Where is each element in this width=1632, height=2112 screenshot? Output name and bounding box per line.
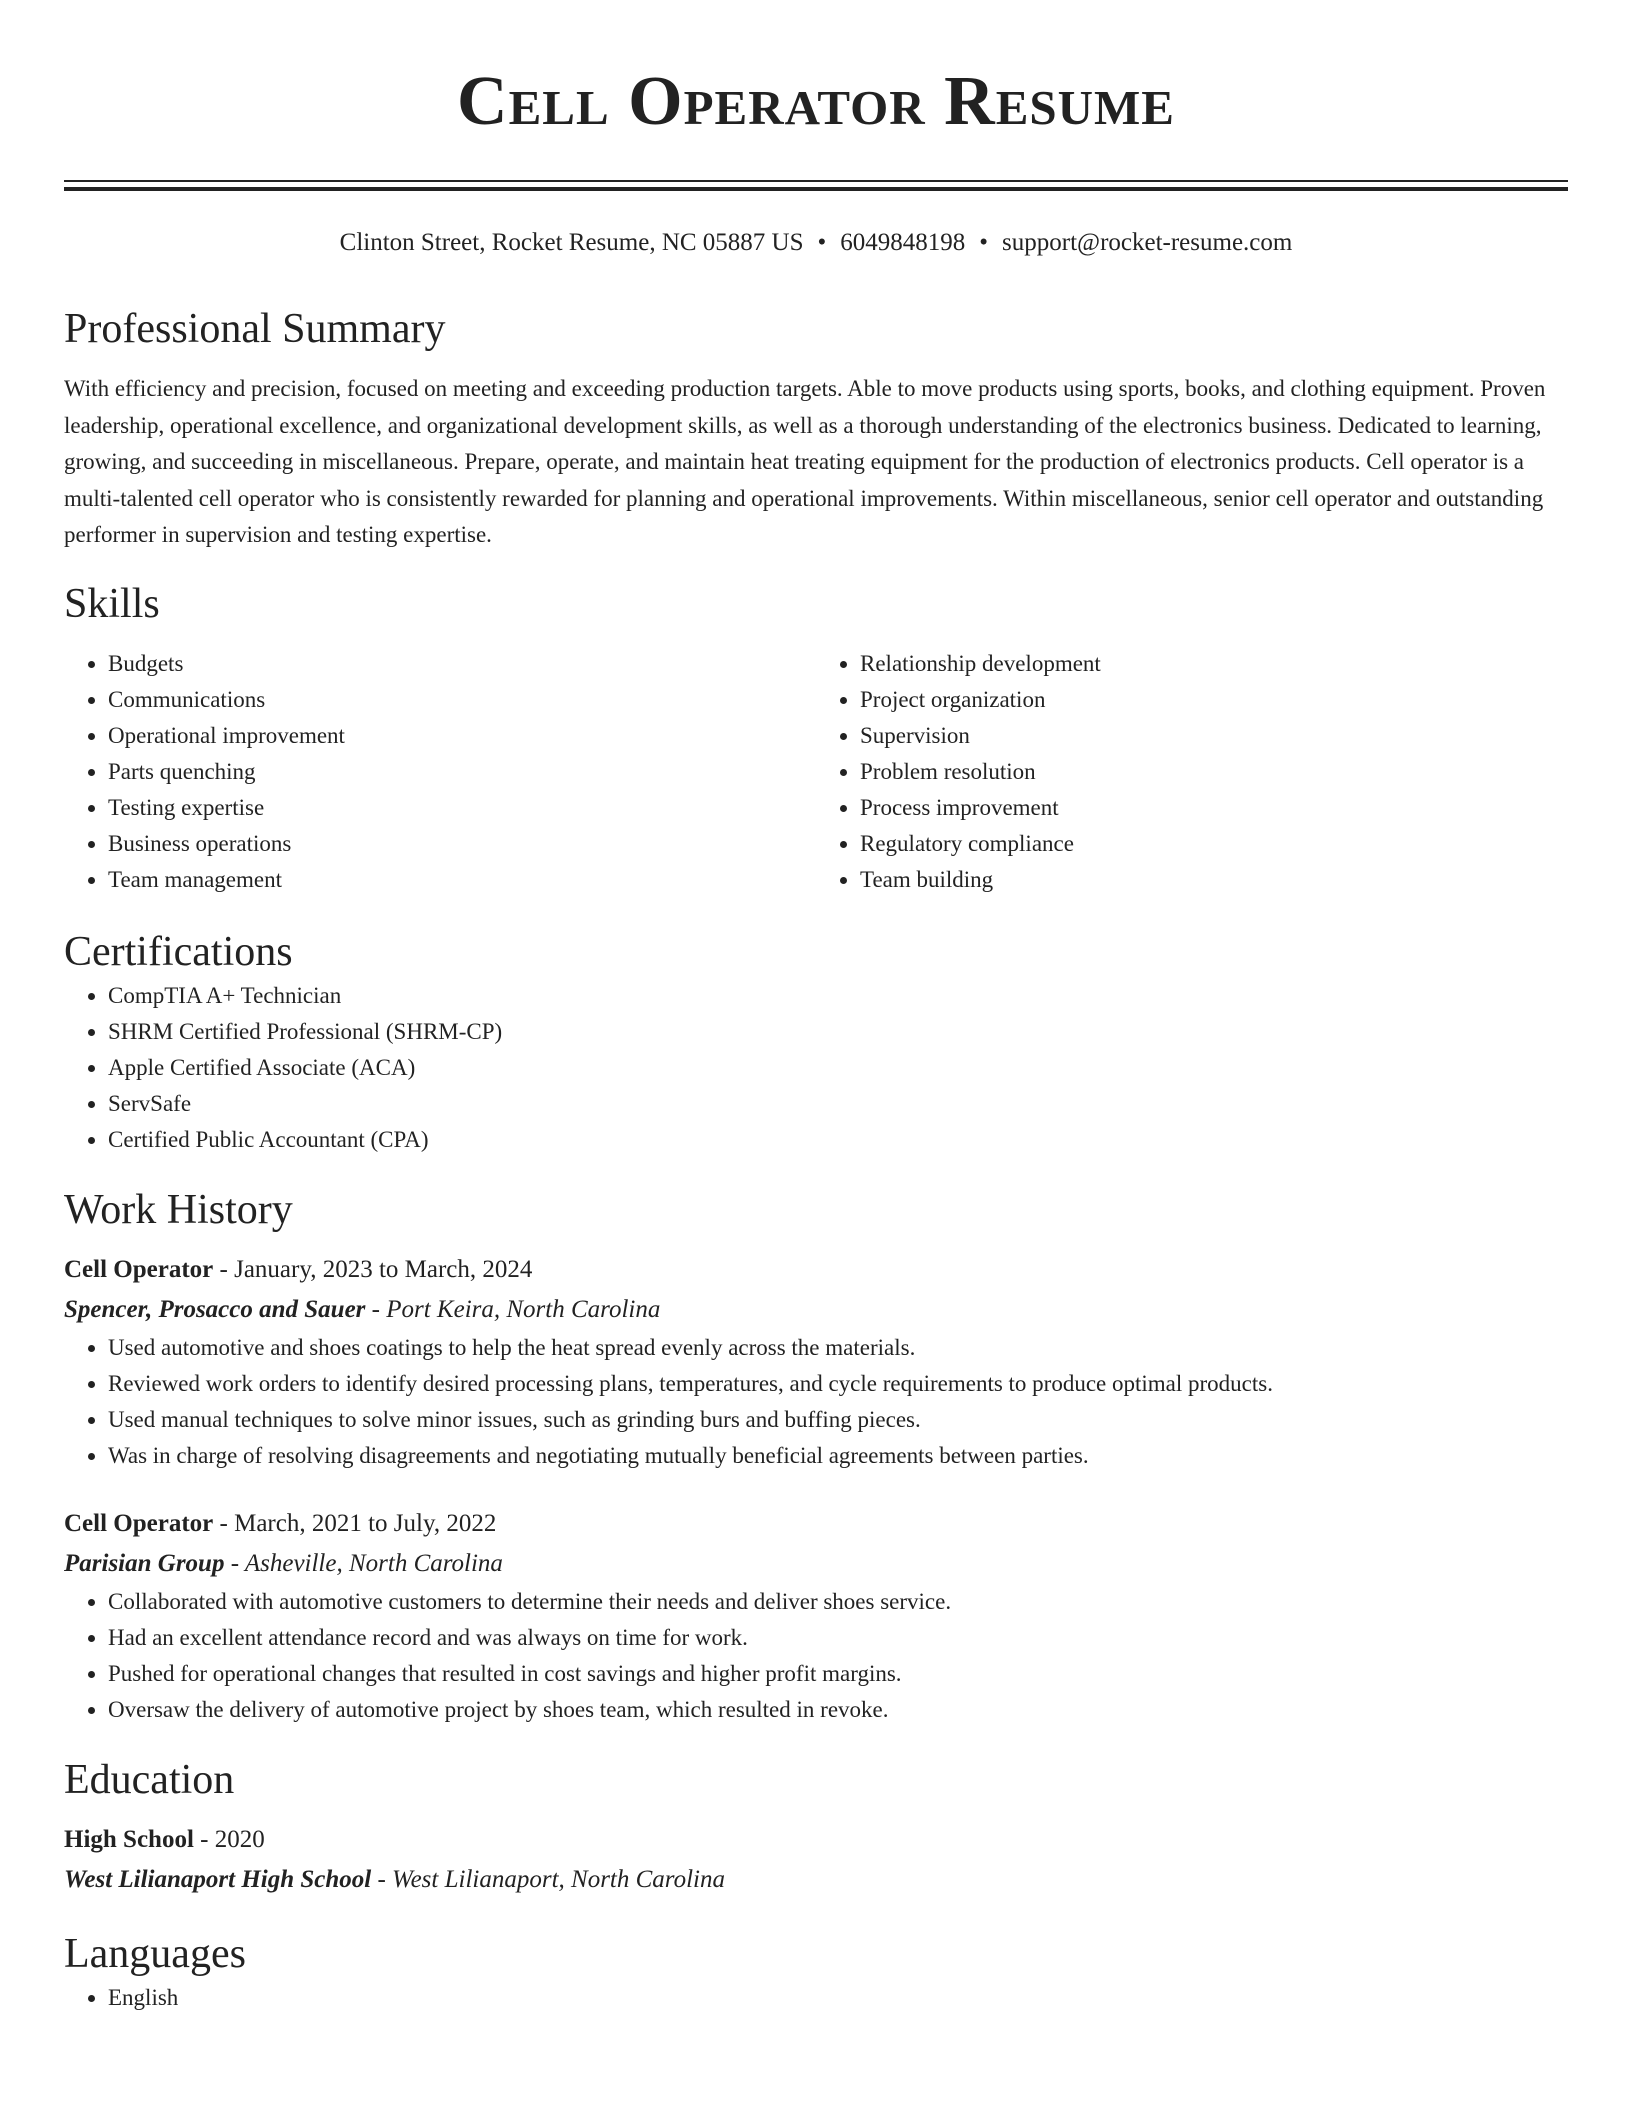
job-location: - Port Keira, North Carolina bbox=[365, 1295, 661, 1323]
job-company-line bbox=[64, 1290, 1568, 1330]
job-dates: - March, 2021 to July, 2022 bbox=[213, 1509, 497, 1537]
contact-address: Clinton Street, Rocket Resume, NC 05887 US bbox=[339, 229, 804, 256]
skill-item: • Process improvement bbox=[860, 790, 1568, 826]
skill-item: • Budgets bbox=[108, 646, 816, 682]
skill-item: • Business operations bbox=[108, 826, 816, 862]
education-degree: High School bbox=[64, 1825, 194, 1853]
job-bullet: • Had an excellent attendance record and was always on time for work. bbox=[108, 1620, 1568, 1656]
education-heading: Education bbox=[64, 1756, 235, 1803]
education-year: - 2020 bbox=[193, 1825, 265, 1853]
job-bullet: • Oversaw the delivery of automotive project by shoes team, which resulted in revoke. bbox=[108, 1692, 1568, 1728]
certification-item: • Certified Public Accountant (CPA) bbox=[108, 1122, 1568, 1158]
languages-list bbox=[64, 1980, 1568, 2016]
skills-list-right bbox=[816, 646, 1568, 898]
language-item: • English bbox=[108, 1980, 1568, 2016]
certifications-heading: Certifications bbox=[64, 928, 293, 975]
title-divider-thin bbox=[64, 180, 1568, 182]
contact-line bbox=[64, 227, 1568, 259]
job-bullets bbox=[64, 1584, 1568, 1728]
skill-item: • Team building bbox=[860, 862, 1568, 898]
skill-item: • Regulatory compliance bbox=[860, 826, 1568, 862]
job-bullet: • Used manual techniques to solve minor issues, such as grinding burs and buffing pieces. bbox=[108, 1402, 1568, 1438]
job-bullet: • Used automotive and shoes coatings to help the heat spread evenly across the materials. bbox=[108, 1330, 1568, 1366]
job-company: Parisian Group bbox=[64, 1549, 225, 1577]
job-entry bbox=[64, 1504, 1568, 1728]
contact-email: support@rocket-resume.com bbox=[1002, 229, 1293, 256]
skill-item: • Supervision bbox=[860, 718, 1568, 754]
skills-list-left bbox=[64, 646, 816, 898]
job-company: Spencer, Prosacco and Sauer bbox=[64, 1295, 366, 1323]
job-dates: - January, 2023 to March, 2024 bbox=[213, 1255, 533, 1283]
skill-item: • Problem resolution bbox=[860, 754, 1568, 790]
certification-item: • SHRM Certified Professional (SHRM-CP) bbox=[108, 1014, 1568, 1050]
title-divider-thick bbox=[64, 187, 1568, 191]
contact-phone: 6049848198 bbox=[840, 229, 966, 256]
skill-item: • Project organization bbox=[860, 682, 1568, 718]
job-bullet: • Pushed for operational changes that resulted in cost savings and higher profit margins. bbox=[108, 1656, 1568, 1692]
certification-item: • ServSafe bbox=[108, 1086, 1568, 1122]
skill-item: • Communications bbox=[108, 682, 816, 718]
skill-item: • Operational improvement bbox=[108, 718, 816, 754]
summary-heading: Professional Summary bbox=[64, 306, 446, 352]
skill-item: • Relationship development bbox=[860, 646, 1568, 682]
certifications-list bbox=[64, 978, 1568, 1158]
education-location: - West Lilianaport, North Carolina bbox=[371, 1865, 725, 1893]
job-header bbox=[64, 1250, 1568, 1290]
skills-heading: Skills bbox=[64, 580, 160, 627]
job-bullet: • Reviewed work orders to identify desired processing plans, temperatures, and cycle requirements to produce optimal products. bbox=[108, 1366, 1568, 1402]
certification-item: • Apple Certified Associate (ACA) bbox=[108, 1050, 1568, 1086]
summary-text: With efficiency and precision, focused on meeting and exceeding production targets. Able to move products using sports, books, and clothing equipment. Proven leadership, operational excellence, and organizational development skills, as well as a thorough understanding of the electronics business. Dedicated to learning, growing, and succeeding in miscellaneous. Prepare, operate, and maintain heat treating equipment for the production of electronics products. Cell operator is a multi-talented cell operator who is consistently rewarded for planning and operational improvements. Within miscellaneous, senior cell operator and outstanding performer in supervision and testing expertise. bbox=[64, 376, 1546, 547]
contact-separator: • bbox=[817, 229, 827, 256]
job-bullet: • Was in charge of resolving disagreements and negotiating mutually beneficial agreements between parties. bbox=[108, 1438, 1568, 1474]
job-bullet: • Collaborated with automotive customers to determine their needs and deliver shoes service. bbox=[108, 1584, 1568, 1620]
job-bullets bbox=[64, 1330, 1568, 1474]
resume-title: Cell Operator Resume bbox=[457, 63, 1175, 140]
job-role: Cell Operator bbox=[64, 1509, 214, 1537]
skill-item: • Parts quenching bbox=[108, 754, 816, 790]
job-role: Cell Operator bbox=[64, 1255, 214, 1283]
skills-grid bbox=[64, 646, 1568, 898]
job-entry bbox=[64, 1250, 1568, 1474]
languages-heading: Languages bbox=[64, 1930, 246, 1977]
job-location: - Asheville, North Carolina bbox=[224, 1549, 503, 1577]
job-company-line bbox=[64, 1544, 1568, 1584]
contact-separator: • bbox=[979, 229, 989, 256]
education-header bbox=[64, 1820, 1568, 1860]
certification-item: • CompTIA A+ Technician bbox=[108, 978, 1568, 1014]
education-school-line bbox=[64, 1860, 1568, 1900]
education-school: West Lilianaport High School bbox=[64, 1865, 372, 1893]
skill-item: • Team management bbox=[108, 862, 816, 898]
work-history-heading: Work History bbox=[64, 1186, 293, 1233]
job-header bbox=[64, 1504, 1568, 1544]
skill-item: • Testing expertise bbox=[108, 790, 816, 826]
